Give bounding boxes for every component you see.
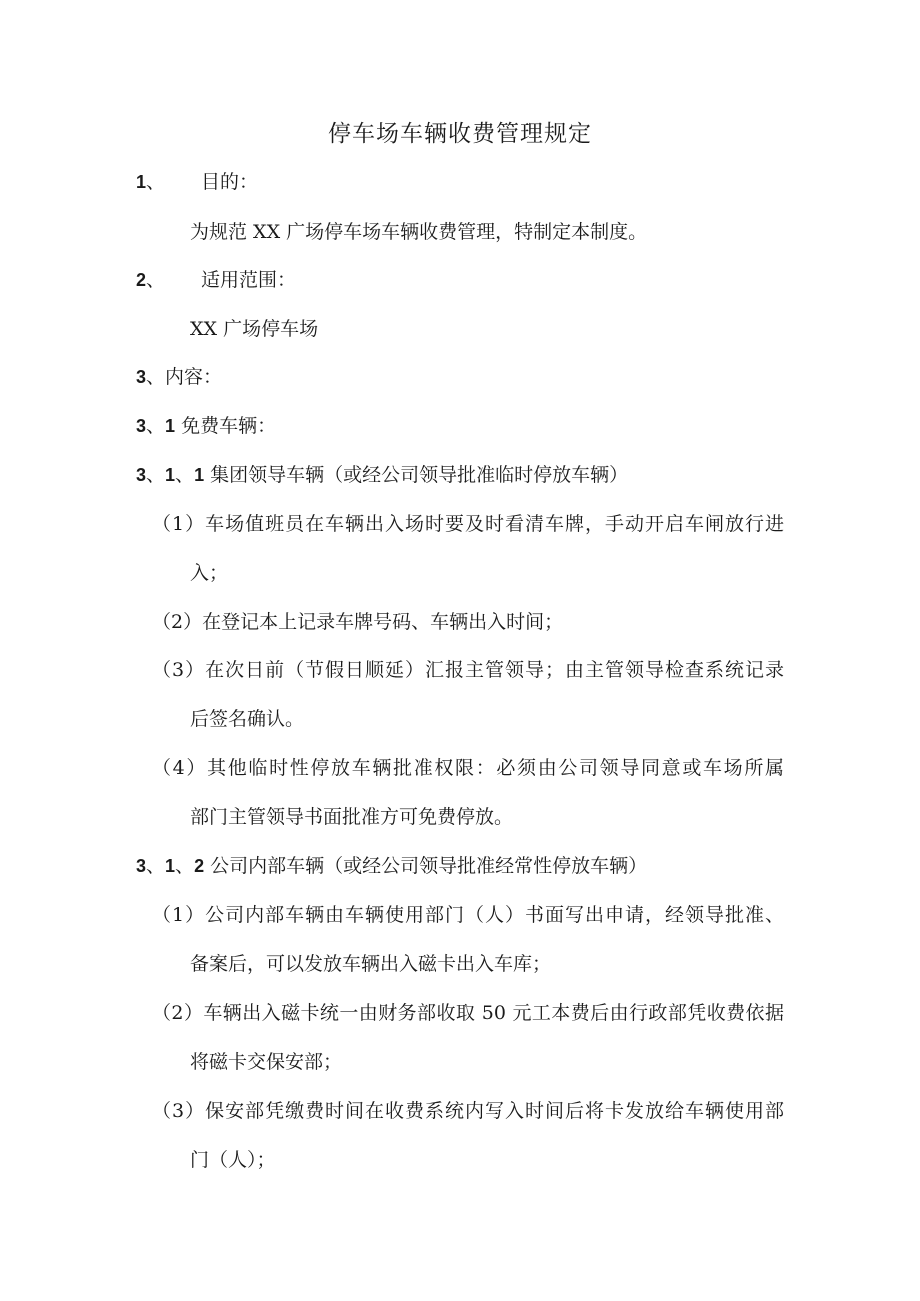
separator: 、 (146, 366, 166, 388)
list-item-line: （1）公司内部车辆由车辆使用部门（人）书面写出申请，经领导批准、 (152, 904, 784, 926)
list-item-continuation: 入； (190, 562, 229, 584)
list-item-continuation: 部门主管领导书面批准方可免费停放。 (190, 806, 514, 828)
list-item-line: （2）车辆出入磁卡统一由财务部收取 50 元工本费后由行政部凭收费依据 (152, 1002, 784, 1024)
list-item-continuation: 将磁卡交保安部； (190, 1051, 343, 1073)
list-item-line: （3）保安部凭缴费时间在收费系统内写入时间后将卡发放给车辆使用部 (152, 1100, 784, 1122)
list-item-line: （3）在次日前（节假日顺延）汇报主管领导；由主管领导检查系统记录 (152, 659, 784, 681)
section-number: 1 (165, 465, 176, 485)
section-number: 3 (136, 416, 147, 436)
section-number: 2 (136, 270, 147, 290)
section-number: 3 (136, 367, 147, 387)
list-item-line: （2）在登记本上记录车牌号码、车辆出入时间； (152, 611, 564, 633)
section-number: 1 (165, 856, 176, 876)
section-number: 3 (136, 465, 147, 485)
list-item-line: （1）车场值班员在车辆出入场时要及时看清车牌，手动开启车闸放行进 (152, 513, 784, 535)
heading-text: 适用范围： (201, 269, 297, 291)
separator: 、 (146, 464, 166, 486)
section-3-heading (136, 363, 222, 391)
section-number: 1 (194, 465, 205, 485)
list-item-continuation: 后签名确认。 (190, 708, 305, 730)
document-title: 停车场车辆收费管理规定 (328, 121, 592, 147)
section-number: 2 (194, 856, 205, 876)
separator: 、 (146, 415, 166, 437)
section-number: 1 (136, 172, 147, 192)
heading-text: 目的： (201, 171, 259, 193)
separator: 、 (146, 269, 166, 291)
list-item-line: （4）其他临时性停放车辆批准权限：必须由公司领导同意或车场所属 (152, 757, 784, 779)
section-number: 1 (165, 416, 176, 436)
section-1-heading (136, 168, 258, 196)
separator: 、 (175, 855, 195, 877)
section-1-body: 为规范 XX 广场停车场车辆收费管理，特制定本制度。 (190, 221, 648, 243)
section-3-1-1-heading (136, 461, 628, 489)
section-number: 3 (136, 856, 147, 876)
heading-text: 集团领导车辆（或经公司领导批准临时停放车辆） (210, 464, 629, 486)
heading-text: 内容： (165, 366, 223, 388)
section-3-1-2-heading (136, 852, 647, 880)
list-item-continuation: 门（人）； (190, 1149, 276, 1171)
heading-text: 公司内部车辆（或经公司领导批准经常性停放车辆） (210, 855, 648, 877)
heading-text: 免费车辆： (181, 415, 277, 437)
separator: 、 (175, 464, 195, 486)
section-3-1-heading (136, 412, 276, 440)
list-item-continuation: 备案后，可以发放车辆出入磁卡出入车库； (190, 953, 552, 975)
separator: 、 (146, 171, 166, 193)
section-2-body: XX 广场停车场 (190, 318, 319, 340)
separator: 、 (146, 855, 166, 877)
section-2-heading (136, 266, 296, 294)
